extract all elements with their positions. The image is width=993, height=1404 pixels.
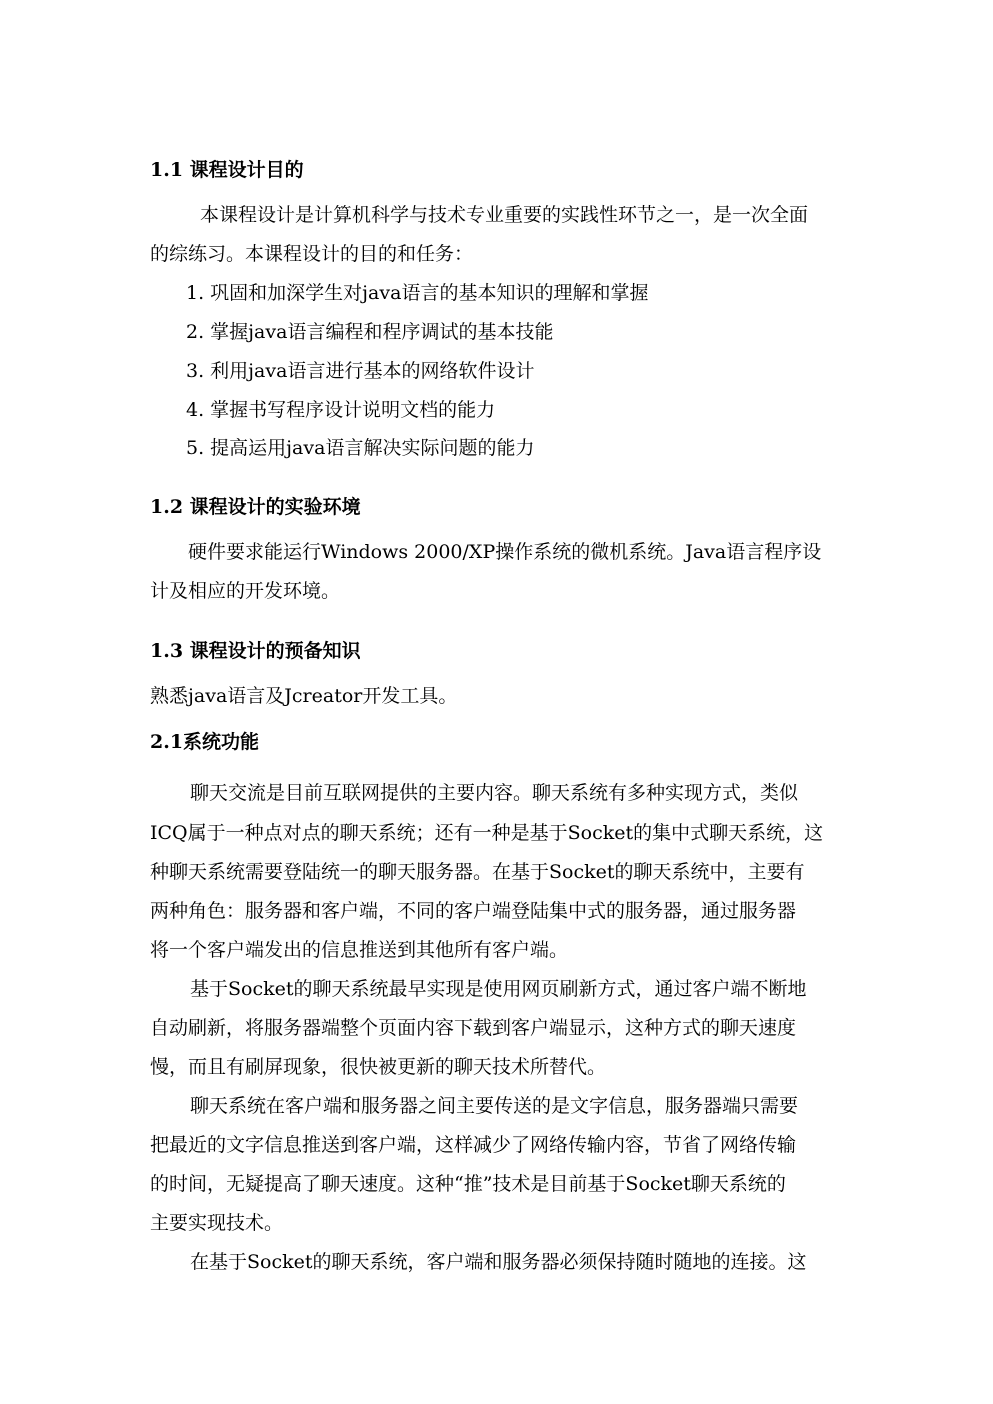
paragraph-line: 把最近的文字信息推送到客户端，这样减少了网络传输内容，节省了网络传输 <box>150 1134 797 1156</box>
paragraph-line: 聊天系统在客户端和服务器之间主要传送的是文字信息，服务器端只需要 <box>190 1095 799 1117</box>
objective-item: 4. 掌握书写程序设计说明文档的能力 <box>186 399 496 421</box>
paragraph-line: 基于Socket的聊天系统最早实现是使用网页刷新方式，通过客户端不断地 <box>190 978 807 1000</box>
section-heading-1-2: 1.2 课程设计的实验环境 <box>150 496 361 518</box>
section-heading-1-3: 1.3 课程设计的预备知识 <box>150 640 361 662</box>
paragraph-line: 在基于Socket的聊天系统，客户端和服务器必须保持随时随地的连接。这 <box>190 1251 807 1273</box>
paragraph-line: 慢，而且有刷屏现象，很快被更新的聊天技术所替代。 <box>150 1056 607 1078</box>
paragraph-line: 两种角色：服务器和客户端，不同的客户端登陆集中式的服务器，通过服务器 <box>150 900 797 922</box>
section-1-2-paragraph-line-2: 计及相应的开发环境。 <box>150 580 341 602</box>
objective-item: 5. 提高运用java语言解决实际问题的能力 <box>186 437 535 459</box>
section-1-1-paragraph-line-2: 的综练习。本课程设计的目的和任务： <box>150 243 474 265</box>
section-1-1-paragraph-line-1: 本课程设计是计算机科学与技术专业重要的实践性环节之一，是一次全面 <box>200 204 809 226</box>
paragraph-line: 种聊天系统需要登陆统一的聊天服务器。在基于Socket的聊天系统中，主要有 <box>150 861 805 883</box>
paragraph-line: 聊天交流是目前互联网提供的主要内容。聊天系统有多种实现方式，类似 <box>190 782 799 804</box>
section-heading-2-1: 2.1系统功能 <box>150 731 260 753</box>
section-1-3-paragraph: 熟悉java语言及Jcreator开发工具。 <box>150 685 458 707</box>
paragraph-line: ICQ属于一种点对点的聊天系统；还有一种是基于Socket的集中式聊天系统，这 <box>150 822 824 844</box>
section-1-2-paragraph-line-1: 硬件要求能运行Windows 2000/XP操作系统的微机系统。Java语言程序设 <box>188 541 822 563</box>
paragraph-line: 将一个客户端发出的信息推送到其他所有客户端。 <box>150 939 569 961</box>
objective-item: 1. 巩固和加深学生对java语言的基本知识的理解和掌握 <box>186 282 649 304</box>
paragraph-line: 的时间，无疑提高了聊天速度。这种“推”技术是目前基于Socket聊天系统的 <box>150 1173 786 1195</box>
paragraph-line: 自动刷新，将服务器端整个页面内容下载到客户端显示，这种方式的聊天速度 <box>150 1017 797 1039</box>
paragraph-line: 主要实现技术。 <box>150 1212 284 1234</box>
objective-item: 2. 掌握java语言编程和程序调试的基本技能 <box>186 321 554 343</box>
section-heading-1-1: 1.1 课程设计目的 <box>150 159 304 181</box>
objective-item: 3. 利用java语言进行基本的网络软件设计 <box>186 360 535 382</box>
